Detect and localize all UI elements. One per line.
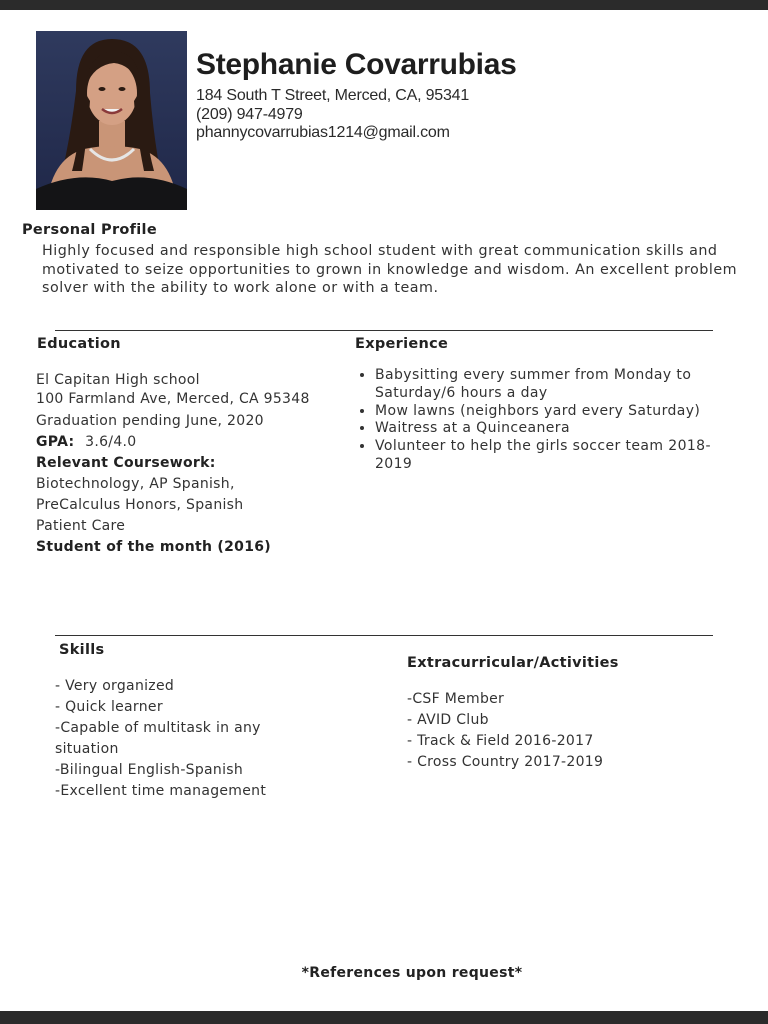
coursework-line: Biotechnology, AP Spanish, [36, 476, 235, 492]
education-address: 100 Farmland Ave, Merced, CA 95348 [36, 391, 310, 407]
contact-phone: (209) 947-4979 [196, 106, 303, 123]
list-item: - Cross Country 2017-2019 [407, 754, 604, 770]
experience-heading: Experience [355, 336, 449, 352]
list-item: - Quick learner [55, 699, 163, 715]
profile-photo [36, 31, 187, 210]
education-heading: Education [37, 336, 121, 352]
skills-heading: Skills [59, 642, 105, 658]
education-gpa [36, 434, 137, 450]
profile-text: Highly focused and responsible high school student with great communication skills and motivated to seize opportunities to grown in knowledge and wisdom. An excellent problem solver with the ability to work alone or with a team. [42, 243, 738, 296]
list-item: - Track & Field 2016-2017 [407, 733, 594, 749]
list-item: situation [55, 741, 119, 757]
list-item: • Volunteer to help the girls soccer team 2018-2019 [375, 438, 725, 474]
contact-address: 184 South T Street, Merced, CA, 95341 [196, 87, 470, 104]
list-item: - AVID Club [407, 712, 489, 728]
top-bar [0, 0, 768, 10]
education-school: El Capitan High school [36, 372, 200, 388]
list-item: -Excellent time management [55, 783, 267, 799]
experience-list [355, 367, 725, 474]
coursework-line: PreCalculus Honors, Spanish [36, 497, 244, 513]
candidate-name: Stephanie Covarrubias [196, 48, 517, 81]
section-divider [55, 330, 713, 331]
list-item: -Capable of multitask in any [55, 720, 261, 736]
list-item: -CSF Member [407, 691, 505, 707]
skills-list [55, 676, 266, 802]
profile-heading: Personal Profile [22, 222, 157, 238]
list-item: • Mow lawns (neighbors yard every Saturday) [375, 403, 725, 421]
list-item: • Babysitting every summer from Monday to Saturday/6 hours a day [375, 367, 725, 403]
activities-heading: Extracurricular/Activities [407, 655, 619, 671]
education-award: Student of the month (2016) [36, 539, 271, 555]
bottom-bar [0, 1011, 768, 1024]
gpa-label: GPA: [36, 434, 75, 450]
coursework-line: Patient Care [36, 518, 126, 534]
activities-list [407, 689, 603, 773]
section-divider [55, 635, 713, 636]
contact-email: phannycovarrubias1214@gmail.com [196, 124, 450, 141]
list-item: -Bilingual English-Spanish [55, 762, 244, 778]
gpa-value: 3.6/4.0 [85, 434, 137, 450]
list-item: - Very organized [55, 678, 175, 694]
list-item: • Waitress at a Quinceanera [375, 420, 725, 438]
references-note: *References upon request* [301, 965, 523, 981]
coursework-label: Relevant Coursework: [36, 455, 216, 471]
education-graduation: Graduation pending June, 2020 [36, 413, 264, 429]
